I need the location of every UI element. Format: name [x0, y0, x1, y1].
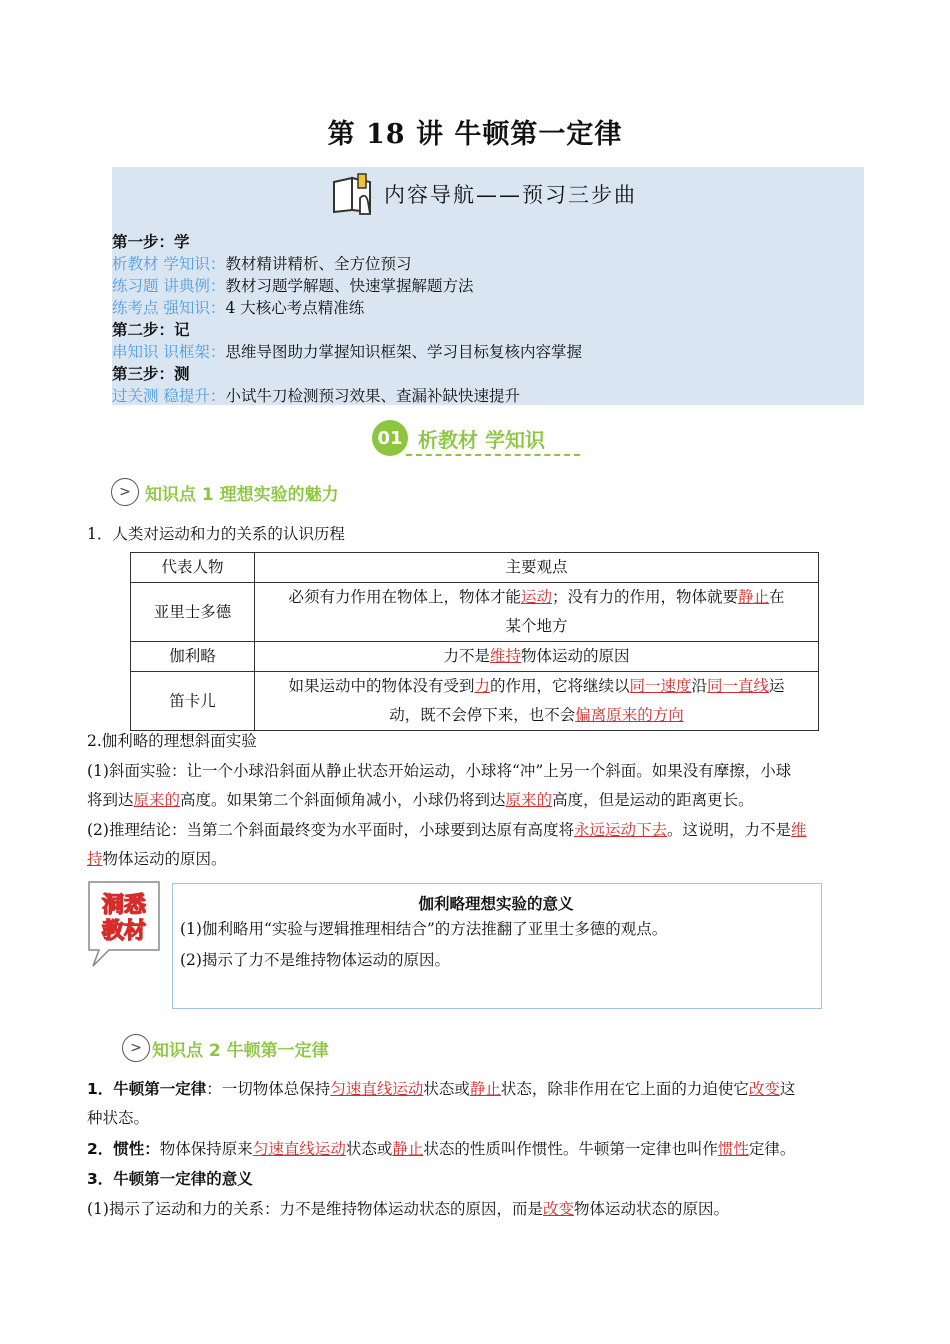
- section-divider: [406, 454, 580, 456]
- text-span: 种状态。: [87, 1109, 150, 1127]
- content-nav-heading: [330, 172, 637, 216]
- table-cell-person: 笛卡儿: [131, 672, 255, 731]
- insight-line-1: (1)伽利略用“实验与逻辑推理相结合”的方法推翻了亚里士多德的观点。: [180, 920, 668, 938]
- answer-span: 静止: [469, 1080, 501, 1098]
- text-span: 物体运动的原因: [521, 647, 630, 665]
- text-span: ；没有力的作用，物体就要: [551, 588, 738, 606]
- text-span: 运: [769, 677, 785, 695]
- text-span: 状态或: [345, 1140, 393, 1158]
- views-table: [130, 552, 819, 731]
- text-span: 。这说明，力不是: [666, 821, 791, 839]
- answer-span: 偏离原来的方向: [575, 706, 684, 724]
- text-span: 这: [779, 1080, 796, 1098]
- text-span: 某个地方: [505, 617, 568, 635]
- text-span: 必须有力作用在物体上，物体才能: [288, 588, 521, 606]
- arrow-circle-icon: >: [111, 478, 139, 506]
- nav-item-4-label: 串知识 识框架：: [112, 343, 226, 361]
- step-two: 第二步：记: [112, 321, 190, 339]
- section-number: 01: [372, 420, 408, 456]
- text-span: 状态或: [423, 1080, 470, 1098]
- answer-span: 改变: [542, 1200, 574, 1218]
- knowledge-point-2-heading: [122, 1034, 329, 1062]
- answer-span: 同一速度: [629, 677, 692, 695]
- text-span: 动，既不会停下来，也不会: [389, 706, 576, 724]
- text-span: (1)斜面实验：让一个小球沿斜面从静止状态开始运动，小球将“冲”上另一个斜面。如果没有摩擦，小球: [87, 762, 792, 780]
- answer-span: 维持: [489, 647, 521, 665]
- answer-span: 持: [87, 850, 103, 868]
- text-span: (1)揭示了运动和力的关系：力不是维持物体运动状态的原因，而是: [87, 1200, 543, 1218]
- step-one: 第一步：学: [112, 233, 190, 251]
- text-span: 物体保持原来: [159, 1140, 253, 1158]
- nav-item-3: [112, 297, 364, 319]
- nav-item-2-label: 练习题 讲典例：: [112, 277, 226, 295]
- page-title: 第 18 讲 牛顿第一定律: [327, 119, 623, 150]
- nav-item-2-text: 教材习题学解题、快速掌握解题方法: [225, 277, 474, 295]
- text-span: 的作用，它将继续以: [489, 677, 630, 695]
- table-cell-person: 伽利略: [131, 642, 255, 672]
- table-row: [131, 642, 819, 672]
- kp1-heading-2: 2.伽利略的理想斜面实验: [87, 732, 257, 750]
- text-span: 状态的性质叫作惯性。牛顿第一定律也叫作: [423, 1140, 718, 1158]
- nav-heading-text: 内容导航——预习三步曲: [384, 183, 637, 207]
- text-span: 高度。如果第二个斜面倾角减小，小球仍将到达: [180, 791, 506, 809]
- text-span: 定律。: [748, 1140, 796, 1158]
- kp2-line-2: [87, 1135, 865, 1164]
- bold-head: 2．惯性：: [87, 1140, 160, 1158]
- nav-item-1: [112, 253, 411, 275]
- text-span: 物体运动状态的原因。: [573, 1200, 729, 1218]
- insight-line-2: (2)揭示了力不是维持物体运动的原因。: [180, 951, 450, 969]
- table-cell-view: [255, 672, 819, 731]
- text-span: 沿: [691, 677, 708, 695]
- answer-span: 同一直线: [707, 677, 770, 695]
- insight-title: 伽利略理想实验的意义: [418, 894, 574, 913]
- nav-item-3-text: 4 大核心考点精准练: [225, 299, 365, 317]
- answer-span: 原来的: [133, 791, 181, 809]
- nav-item-3-label: 练考点 强知识：: [112, 299, 226, 317]
- knowledge-point-1-heading: [111, 478, 339, 506]
- text-span: ：一切物体总保持: [206, 1080, 331, 1098]
- nav-item-4-text: 思维导图助力掌握知识框架、学习目标复核内容掌握: [225, 343, 582, 361]
- text-span: 状态，除非作用在它上面的力迫使它: [500, 1080, 749, 1098]
- kp2-line-4: [87, 1195, 865, 1224]
- kp2-line-1: [87, 1075, 865, 1133]
- nav-item-5-text: 小试牛刀检测预习效果、查漏补缺快速提升: [225, 387, 520, 405]
- table-row: [131, 672, 819, 731]
- kp1-heading-1: 1．人类对运动和力的关系的认识历程: [87, 525, 345, 543]
- text-span: (2)推理结论：当第二个斜面最终变为水平面时，小球要到达原有高度将: [87, 821, 574, 839]
- nav-item-1-label: 析教材 学知识：: [112, 255, 226, 273]
- text-span: 物体运动的原因。: [102, 850, 227, 868]
- nav-item-2: [112, 275, 473, 297]
- stamp-line-1: 洞悉: [101, 893, 147, 918]
- nav-item-5-label: 过关测 稳提升：: [112, 387, 226, 405]
- nav-item-4: [112, 341, 582, 363]
- section-label: 析教材 学知识: [418, 427, 545, 452]
- answer-span: 匀速直线运动: [330, 1080, 424, 1098]
- section-badge: [372, 420, 545, 456]
- stamp-line-2: 教材: [101, 919, 147, 944]
- text-span: 如果运动中的物体没有受到: [288, 677, 475, 695]
- text-span: 高度，但是运动的距离更长。: [552, 791, 754, 809]
- knowledge-point-1-label: 知识点 1 理想实验的魅力: [145, 484, 339, 505]
- table-cell-view: [255, 583, 819, 642]
- table-cell-view: [255, 642, 819, 672]
- answer-span: 永远运动下去: [573, 821, 667, 839]
- text-span: 力不是: [443, 647, 490, 665]
- kp2-line-3: 3．牛顿第一定律的意义: [87, 1170, 253, 1188]
- text-span: 在: [769, 588, 785, 606]
- table-row: [131, 583, 819, 642]
- answer-span: 运动: [520, 588, 552, 606]
- insight-stamp-icon: [87, 880, 161, 968]
- answer-span: 原来的: [505, 791, 553, 809]
- nav-item-5: [112, 385, 520, 407]
- nav-item-1-text: 教材精讲精析、全方位预习: [225, 255, 412, 273]
- arrow-circle-icon: >: [122, 1034, 150, 1062]
- table-cell-person: 亚里士多德: [131, 583, 255, 642]
- table-row: [131, 553, 819, 583]
- step-three: 第三步：测: [112, 365, 190, 383]
- answer-span: 静止: [392, 1140, 424, 1158]
- table-header-view: 主要观点: [255, 553, 819, 583]
- book-icon: [330, 172, 378, 216]
- knowledge-point-2-label: 知识点 2 牛顿第一定律: [152, 1040, 329, 1061]
- answer-span: 改变: [748, 1080, 780, 1098]
- text-span: 将到达: [87, 791, 134, 809]
- answer-span: 惯性: [717, 1140, 749, 1158]
- kp1-paragraph-2: [87, 816, 865, 874]
- answer-span: 维: [791, 821, 807, 839]
- bold-head: 1．牛顿第一定律: [87, 1080, 207, 1098]
- answer-span: 静止: [738, 588, 770, 606]
- answer-span: 匀速直线运动: [252, 1140, 346, 1158]
- kp1-paragraph-1: [87, 757, 865, 815]
- table-header-person: 代表人物: [131, 553, 255, 583]
- answer-span: 力: [474, 677, 490, 695]
